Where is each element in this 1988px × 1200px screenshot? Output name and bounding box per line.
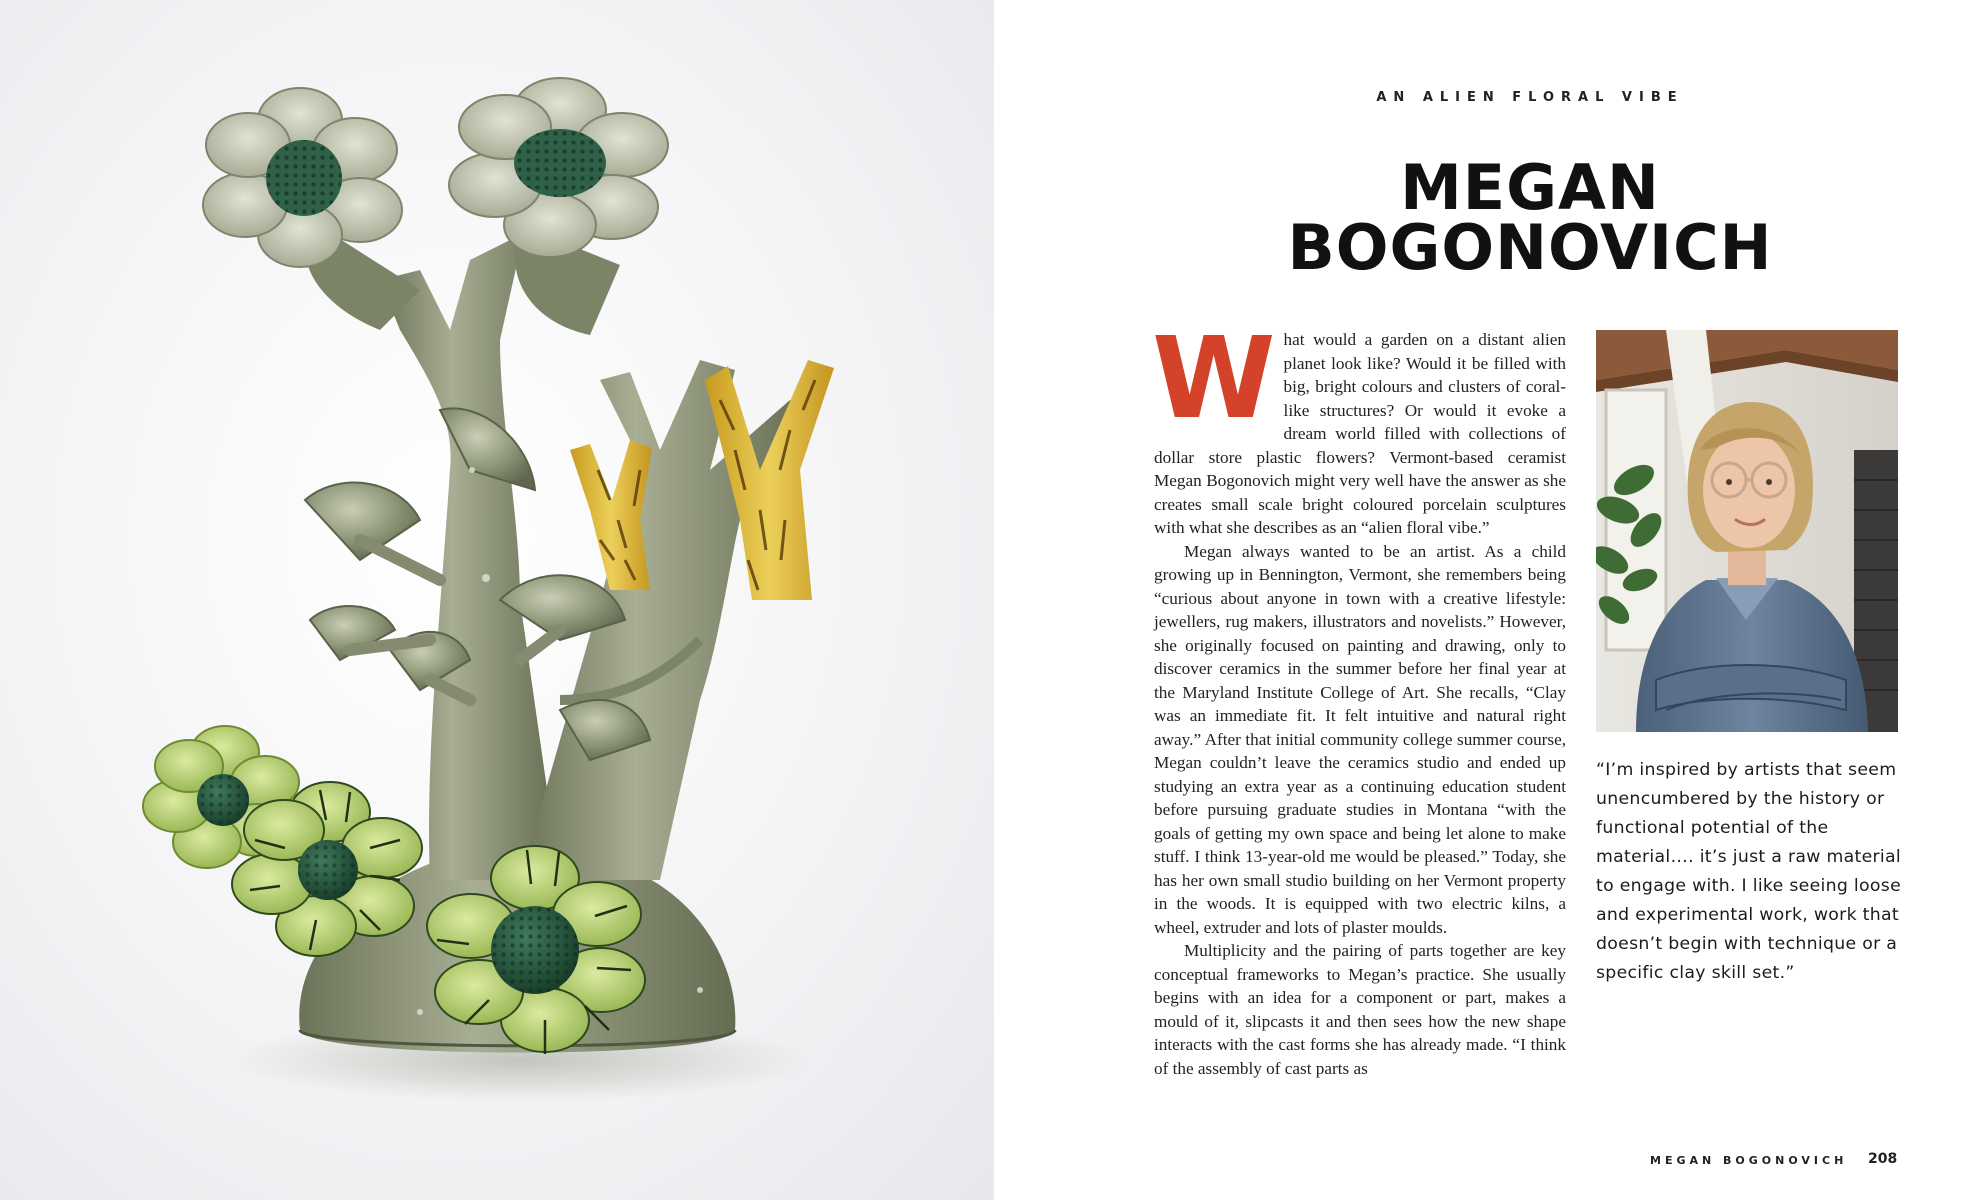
running-head: MEGAN BOGONOVICH bbox=[1650, 1154, 1848, 1167]
title-line-first-name: MEGAN bbox=[1400, 151, 1660, 224]
page-number: 208 bbox=[1868, 1151, 1898, 1167]
body-paragraph-1: hat would a garden on a distant alien planet look like? Would it be filled with big, bright colours and clusters of coral-like structures? Or would it evoke a dream world filled with collections of dollar store plastic flowers? Vermont-based ceramist Megan Bogonovich might very well have the answer as she creates small scale bright coloured porcelain sculptures with what she describes as an “alien floral vibe.” bbox=[1154, 330, 1566, 537]
body-paragraph-2: Megan always wanted to be an artist. As a child growing up in Bennington, Vermont, she remembers being “curious about anyone in town with a creative lifestyle: jewellers, rug makers, illustrators and novelists.” However, she originally focused on painting and drawing, only to discover ceramics in the summer before her final year at the Maryland Institute College of Art. She recalls, “Clay was an immediate fit. It felt intuitive and natural right away.” After that initial community college summer course, Megan couldn’t leave the ceramics studio and ended up studying an extra year as a continuing education student before pursuing graduate studies in Montana “with the goals of getting my own space and being let alone to make stuff. I think 13-year-old me would be pleased.” Today, she has her own small studio building on her Vermont property in the woods. It is equipped with two electric kilns, a wheel, extruder and lots of plaster moulds. bbox=[1154, 541, 1566, 937]
body-paragraph-3: Multiplicity and the pairing of parts together are key conceptual frameworks to Megan’s practice. She usually begins with an idea for a component or part, makes a mould of it, slipcasts it and then sees how the new shape interacts with the cast forms she has already made. “I think of the assembly of cast parts as bbox=[1154, 941, 1566, 1078]
pull-quote: “I’m inspired by artists that seem unencumbered by the history or functional potential of the material…. it’s just a raw material to engage with. I like seeing loose and experimental work, work that doesn’t begin with technique or a specific clay skill set.” bbox=[1596, 760, 1902, 983]
article-title bbox=[1200, 151, 1860, 284]
article-body bbox=[1152, 314, 1566, 1080]
article-kicker: AN ALIEN FLORAL VIBE bbox=[1376, 90, 1684, 105]
title-line-last-name: BOGONOVICH bbox=[1287, 211, 1773, 284]
drop-cap: W bbox=[1152, 314, 1276, 444]
artist-portrait-illustration bbox=[1596, 330, 1898, 732]
artist-portrait-photo bbox=[1596, 330, 1898, 732]
